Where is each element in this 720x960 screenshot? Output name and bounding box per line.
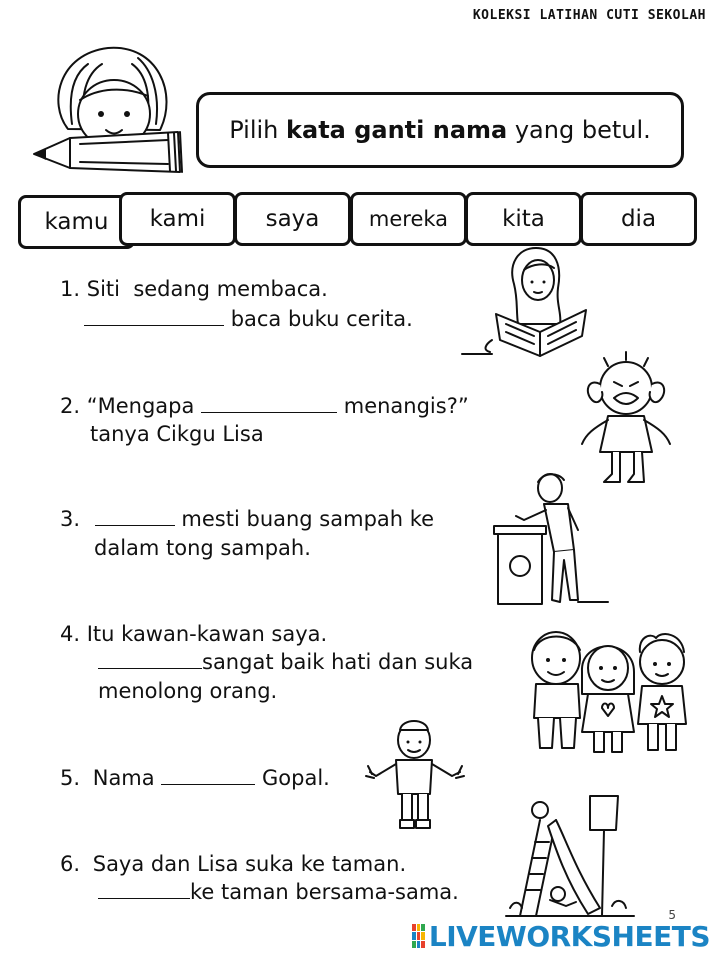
question-number: 2. — [60, 394, 81, 418]
instruction-text-after: yang betul. — [507, 116, 651, 144]
page-number: 5 — [668, 908, 676, 922]
question-text: Gopal. — [262, 766, 330, 790]
question-4-line2 — [98, 648, 473, 677]
word-option-dia[interactable]: dia — [580, 192, 697, 246]
liveworksheets-logo-icon — [412, 924, 425, 948]
question-1-line2 — [84, 305, 413, 334]
question-number: 3. — [60, 507, 81, 531]
question-text: sangat baik hati dan suka — [202, 650, 474, 674]
question-text: Saya dan Lisa suka ke taman. — [92, 852, 407, 876]
answer-blank[interactable] — [98, 650, 202, 669]
answer-blank[interactable] — [201, 394, 337, 413]
instruction-box — [196, 92, 684, 168]
word-option-kita[interactable]: kita — [465, 192, 582, 246]
answer-blank[interactable] — [84, 307, 224, 326]
question-4-line3 — [98, 677, 277, 706]
question-3 — [60, 505, 434, 534]
word-bank — [18, 191, 698, 247]
question-text: ke taman bersama-sama. — [190, 880, 459, 904]
word-option-mereka[interactable]: mereka — [350, 192, 467, 246]
question-2-line2 — [90, 420, 264, 449]
question-text: Nama — [92, 766, 155, 790]
question-3-line2 — [94, 534, 311, 563]
question-text: dalam tong sampah. — [94, 536, 311, 560]
question-6 — [60, 850, 406, 879]
question-text: Siti sedang membaca. — [86, 277, 328, 301]
boy-waving-icon — [366, 716, 466, 836]
girl-with-pencil-icon — [28, 34, 198, 184]
answer-blank[interactable] — [98, 880, 190, 899]
answer-blank[interactable] — [95, 507, 175, 526]
question-1 — [60, 275, 328, 304]
playground-slide-icon — [506, 790, 634, 920]
question-2 — [60, 392, 469, 421]
question-text: menolong orang. — [98, 679, 278, 703]
question-text: mesti buang sampah ke — [181, 507, 435, 531]
question-number: 4. — [60, 622, 81, 646]
word-option-saya[interactable]: saya — [234, 192, 351, 246]
word-option-kamu[interactable]: kamu — [18, 195, 135, 249]
watermark — [412, 918, 710, 954]
question-4 — [60, 620, 327, 649]
watermark-text: LIVEWORKSHEETS — [428, 919, 710, 953]
question-number: 6. — [60, 852, 81, 876]
boy-recycling-icon — [494, 470, 614, 610]
question-text: “Mengapa — [86, 394, 195, 418]
question-text: menangis?” — [343, 394, 469, 418]
instruction-text-before: Pilih — [229, 116, 287, 144]
question-text: tanya Cikgu Lisa — [90, 422, 264, 446]
three-kids-icon — [526, 628, 694, 756]
word-option-kami[interactable]: kami — [119, 192, 236, 246]
collection-title: KOLEKSI LATIHAN CUTI SEKOLAH — [472, 8, 706, 23]
question-number: 1. — [60, 277, 81, 301]
girl-reading-icon — [462, 244, 602, 359]
answer-blank[interactable] — [161, 766, 255, 785]
question-text: Itu kawan-kawan saya. — [86, 622, 328, 646]
instruction-text-bold: kata ganti nama — [286, 116, 508, 144]
question-number: 5. — [60, 766, 81, 790]
question-6-line2 — [98, 878, 459, 907]
question-5 — [60, 764, 330, 793]
question-text: baca buku cerita. — [230, 307, 413, 331]
crying-girl-icon — [578, 348, 674, 490]
